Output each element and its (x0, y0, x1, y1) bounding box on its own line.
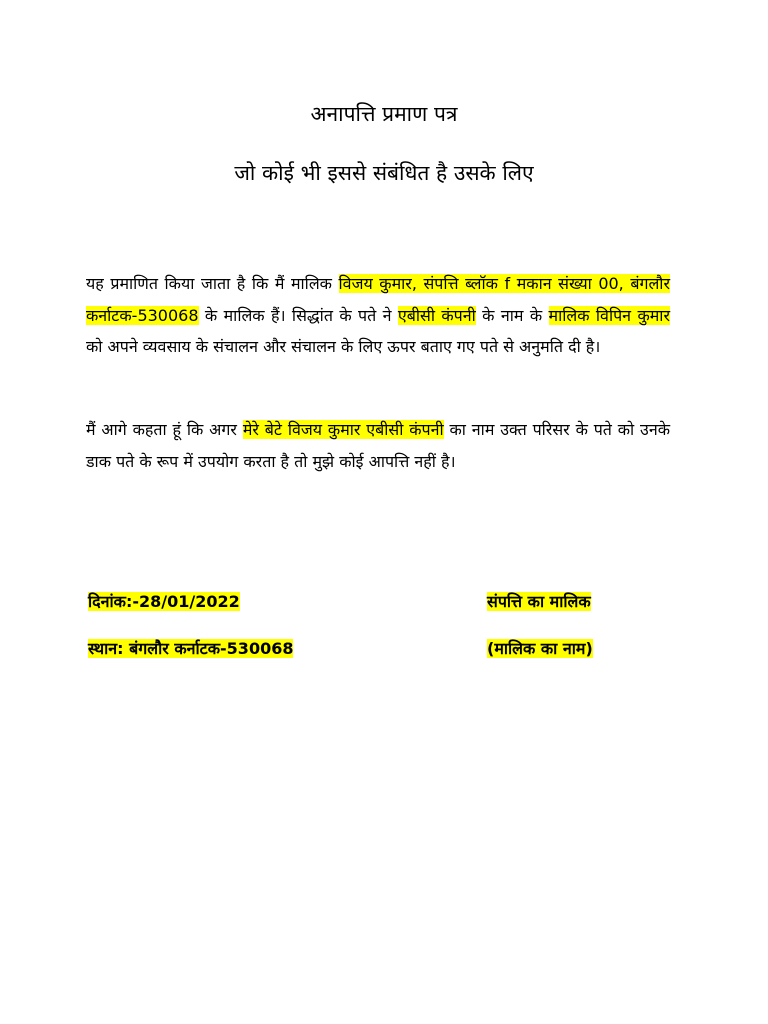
owner-label: संपत्ति का मालिक (487, 592, 591, 611)
owner-label-line (487, 590, 591, 614)
highlighted-son-company: मेरे बेटे विजय कुमार एबीसी कंपनी (242, 420, 444, 439)
paragraph-text: का नाम उक्त परिसर के पते को उनके डाक पते के रूप में उपयोग करता है तो मुझे कोई आपत्ति नहीं है। (86, 420, 670, 471)
paragraph-text: के मालिक हैं। सिद्धांत के पते ने (198, 305, 398, 325)
paragraph-text: मैं आगे कहता हूं कि अगर (86, 420, 243, 439)
place-line (88, 637, 293, 661)
highlighted-company-name: एबीसी कंपनी (397, 305, 476, 325)
date-value: दिनांक:-28/01/2022 (88, 592, 240, 611)
highlighted-owner-address: विजय कुमार, संपत्ति ब्लॉक f मकान संख्या 00, बंगलौर कर्नाटक-530068 (86, 274, 670, 325)
place-value: स्थान: बंगलौर कर्नाटक-530068 (88, 639, 294, 658)
paragraph-declaration (86, 414, 670, 477)
paragraph-certification (86, 268, 670, 363)
paragraph-text: यह प्रमाणित किया जाता है कि मैं मालिक (86, 274, 339, 293)
paragraph-text: को अपने व्यवसाय के संचालन और संचालन के लिए ऊपर बताए गए पते से अनुमति दी है। (86, 337, 601, 356)
date-line (88, 590, 240, 614)
owner-name-line (487, 637, 593, 661)
owner-name-placeholder: (मालिक का नाम) (487, 639, 593, 658)
paragraph-text: के नाम के (475, 305, 549, 325)
document-subtitle: जो कोई भी इससे संबंधित है उसके लिए (234, 161, 534, 185)
highlighted-business-owner: मालिक विपिन कुमार (548, 305, 670, 325)
document-title: अनापत्ति प्रमाण पत्र (310, 102, 458, 126)
